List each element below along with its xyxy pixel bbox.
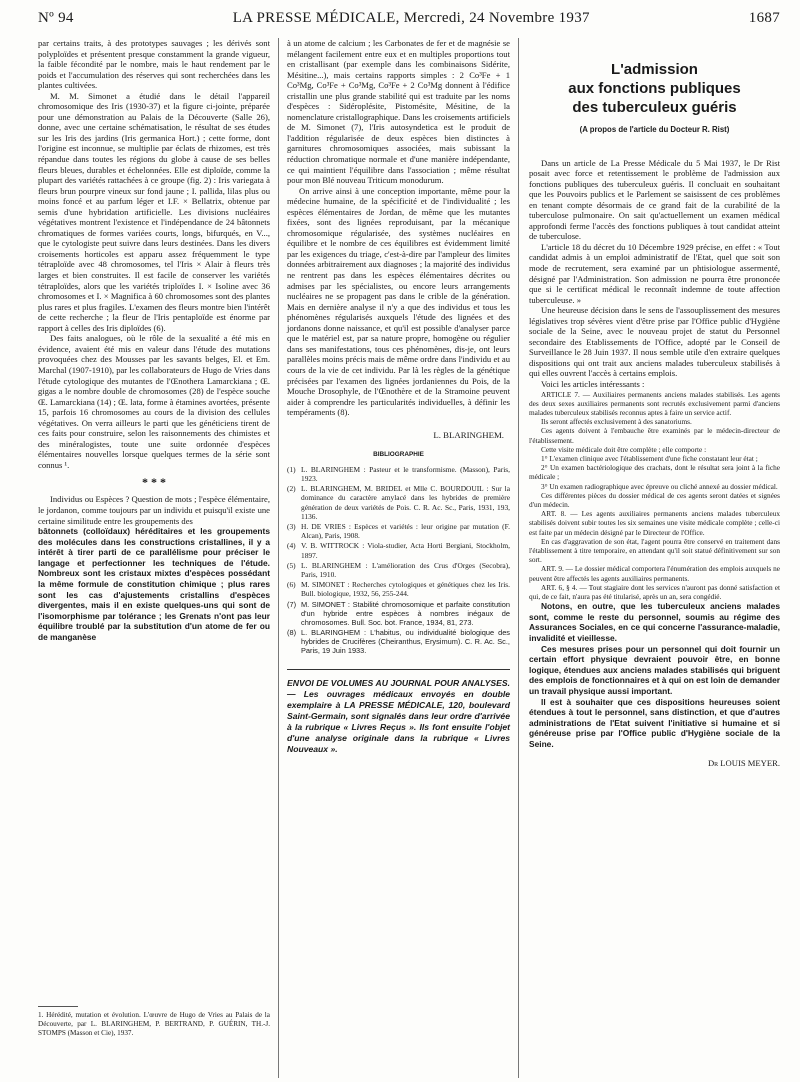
editorial-notice: ENVOI DE VOLUMES AU JOURNAL POUR ANALYSES. — Les ouvrages médicaux envoyés en double exemplaire à LA PRESSE MÉDICALE, 120, boulevard Saint-Germain, sont signalés dans leur ordre d'arrivée à la rubrique « Livres Reçus ». Ils font ensuite l'objet d'une analyse originale dans la rubrique « Livres Nouveaux ». — [287, 669, 510, 755]
paragraph: à un atome de calcium ; les Carbonates de fer et de magnésie se mélangent facilement entre eux et en multiples proportions tout en cristallisant (par exemple dans les combinaisons Sidérite, Mésitine...), mais certains rapports simples : 2 Co³Fe + 1 Co³Mg, Co³Fe + Co³Mg, Co³Fe + 2 Co³Mg donnent à l'édifice cristallin une plus grande stabilité qui est traduite par les noms d'espèces : Sidéroplésite, Pistomésite, Mésitine, de la nomenclature cristallographique. Dans les croisements artificiels de M. Simonet (7), l'Iris autosyndetica est le produit de l'addition régularisée de deux espèces bien distinctes à garnitures chromosomiques associées, mais subissant la réduction chromatique normale et d'une manière indépendante, ce qui maintient l'équilibre dans l'association ; même résultat pour mon Blé nouveau Triticum monodurum. — [287, 38, 510, 186]
bold-paragraph: bâtonnets (colloïdaux) héréditaires et les groupements des molécules dans les constructions cristallines, il y a intérêt à tirer parti de ce parallélisme pour préciser le langage et perfectionner les techniques de l'étude. Nombreux sont les cristaux mixtes d'espèces possédant la même formule de constitution chimique ; plus rares sont les cas d'ajustements cristallins d'espèces divergentes, mais il en existe quelques-uns qui sont de l'isomorphisme par tolérance ; les Grenats n'ont pas leur équilibre troublé par la substitution d'un atome de fer ou de manganèse — [38, 526, 270, 642]
article-subtitle: (A propos de l'article du Docteur R. Rist) — [579, 125, 730, 134]
newspaper-title: LA PRESSE MÉDICALE, Mercredi, 24 Novembre 1937 — [232, 10, 590, 26]
footnote — [38, 1006, 270, 1039]
paragraph: Des faits analogues, où le rôle de la sexualité a été mis en évidence, avaient été mis en valeur dans l'étude des mutations provoquées chez des Mousses par les savants belges, El. et Em. Marchal (1907-1910), par les collaborateurs de Hugo de Vries dans l'étude cytologique des mutantes de l'Œnothera Lamarckiana ; Œ. gigas a le nombre double de chromosomes (28) de l'espèce souche Œ. Lamarckiana (14) ; Œ. lata, forme à étamines avortées, présente 15, parfois 16 chromosomes au cours de la division des cellules végétatives. On verra ailleurs le parti que les généticiens tirent de ces faits pour construire, selon les raisonnements des chimistes et des minéralogistes, toute une suite ordonnée d'espèces élémentaires nouvelles lorsque quelques termes de la série sont connus ¹. — [38, 333, 270, 470]
author-signature: L. BLARINGHEM. — [433, 429, 504, 440]
closing-paragraph: Notons, en outre, que les tuberculeux anciens malades sont, comme le reste du personnel, soumis au régime des Assurances Sociales, en ce qui concerne l'assurance-maladie, invalidité et vieillesse. — [529, 601, 780, 644]
bibliography-entry: (1) L. BLARINGHEM : Pasteur et le transformisme. (Masson), Paris, 1923. — [287, 464, 510, 483]
bibliography — [287, 465, 510, 655]
author-signature: Dr LOUIS MEYER. — [707, 757, 780, 768]
regulation-paragraph: 2° Un examen bactériologique des crachats, dont le résultat sera joint à la fiche médicale ; — [529, 463, 780, 482]
closing-paragraph: Ces mesures prises pour un personnel qui doit fournir un certain effort physique devraient pouvoir être, en bonne logique, étendues aux anciens malades stabilisés qui briguent des emplois de fonctionnaires et à qui on est loin de demander un travail physique aussi important. — [529, 643, 780, 696]
column-3 — [518, 38, 780, 1078]
regulation-paragraph: Ces différentes pièces du dossier médical de ces agents seront datées et signées d'un médecin. — [529, 490, 780, 510]
paragraph: Une heureuse décision dans le sens de l'assouplissement des mesures législatives trop sévères vient d'être prise par l'Office public d'Hygiène sociale de la Seine, avec le nouveau projet de statut du Personnel secondaire des Etablissements de l'Office, adopté par le Conseil de Surveillance le 28 Juin 1937. Il nous semble utile d'en extraire quelques dispositions qui ont trait aux anciens malades tuberculeux stabilisés à qui elles ouvrent l'accès à certains emplois. — [529, 305, 780, 379]
column-2 — [278, 38, 518, 1078]
article-columns — [38, 38, 780, 1078]
paragraph: Individus ou Espèces ? Question de mots ; l'espèce élémentaire, le jordanon, comme toujours par un individu et puisqu'il existe une certaine similitude entre les groupements des — [38, 494, 270, 526]
column-1 — [38, 38, 278, 1078]
bibliography-entry: (4) V. B. WITTROCK : Viola-studier, Acta Horti Bergiani, Stockholm, 1897. — [287, 541, 510, 560]
regulation-paragraph: 1° L'examen clinique avec l'établissement d'une fiche constatant leur état ; — [541, 454, 758, 463]
bibliography-entry: (6) M. SIMONET : Recherches cytologiques et génétiques chez les Iris. Bull. biologique, 1932, 56, 255-244. — [287, 580, 510, 599]
footnote-rule — [38, 1006, 78, 1007]
regulation-paragraph: ART. 8. — Les agents auxiliaires permanents anciens malades tuberculeux stabilisés doivent subir toutes les six semaines une visite médicale complète ; celle-ci est faite par un médecin désigné par le Directeur de l'Office. — [529, 509, 780, 537]
footnote-text: 1. Hérédité, mutation et évolution. L'œuvre de Hugo de Vries au Palais de la Découverte, par L. BLARINGHEM, P. BERTRAND, P. GUÉRIN, TH.-J. STOMPS (Masson et Cie), 1937. — [38, 1011, 270, 1038]
paragraph: Voici les articles intéressants : — [541, 379, 645, 390]
section-separator: * * * — [142, 475, 166, 490]
paragraph: L'article 18 du décret du 10 Décembre 1929 précise, en effet : « Tout candidat admis à un emploi administratif de l'Etat, quel que soit son mode de recrutement, sera examiné par un phtisiologue assermenté, désigné par l'Administration. Son admission ne pourra être prononcée que si le certificat médical le reconnaît indemne de toute affection tuberculeuse. » — [529, 241, 780, 305]
page-number: 1687 — [748, 10, 780, 26]
regulation-paragraph: 3° Un examen radiographique avec épreuve ou cliché annexé au dossier médical. — [541, 481, 778, 491]
article-title: L'admission aux fonctions publiques des tuberculeux guéris — [568, 61, 741, 116]
regulation-paragraph: En cas d'aggravation de son état, l'agent pourra être conservé en traitement dans l'établissement à titre temporaire, en attendant qu'il soit statué définitivement sur son sort. — [529, 536, 780, 565]
regulation-paragraph: Cette visite médicale doit être complète ; elle comporte : — [541, 444, 707, 454]
paragraph: On arrive ainsi à une conception importante, même pour la médecine humaine, de la spécificité et de l'individualité ; les espèces élémentaires de Jordan, de même que les mutantes fixées, sont des lignées reproduisant, par la mécanique chromosomique régularisée, des systèmes nucléaires en équilibre et le nombre de ces équilibres est évidemment limité par les exigences du triage, c'est-à-dire par l'ampleur des limites données arbitrairement aux diagnoses ; la majorité des individus ne rentrent pas dans les espèces élémentaires décrites ou admises par les spécialistes, ou encore leurs arrangements nucléaires ne se propagent pas dans le crible de la génération. Mais en dernière analyse il n'y a que des individus et tous les phénomènes régularisés auxquels l'étude des lignées et des jordanons donne naissance, et qu'il est possible d'analyser parce que le matériel est, par sa nature propre, homogène ou régulier dans ses manifestations, tous ces phénomènes, dis-je, ont leurs parallèles moins précis mais de même ordre dans l'individu et au cours de la vie de cet individu. Par là les règles de la génétique précisées par l'examen des lignées jordaniennes du Pois, de la Mouche Drosophyle, de l'Œnothère et de la Stramoine peuvent aider à comprendre les particularités individuelles, à définir les tempéraments (8). — [287, 185, 510, 418]
paragraph: M. M. Simonet a étudié dans le détail l'appareil chromosomique des Iris (1930-37) et la figure ci-jointe, préparée pour une démonstration au Palais de la Découverte (Salle 26), donne, avec une certaine schématisation, le résultat de ses études sur les Iris des jardins (Iris germanica Hort.) ; cette forme, dont l'origine est inconnue, se multiplie par éclats de rhizomes, est très répandue dans toutes les régions du globe à cause de ses belles fleurs bleues, durables et échelonnées. Elle est diploïde, comme la plupart des variétés rattachées à ce groupe (fig. 2) : Iris variegata à fleurs brun pourpre vineux sur fond jaune ; I. pallida, lilas plus ou moins foncé et au parfum léger et I.F. × Bellatrix, obtenue par semis d'une hybridation artificielle. Les divisions nucléaires végétatives montrent l'existence et l'indépendance de 24 bâtonnets chromatiques de formes variées courts, longs, bifurqués, en V..., que le cytologiste peut suivre dans leurs destinées. Dans les divers croisements horticoles est apparu assez fréquemment le type tétraploïde avec 48 chromosomes, tel l'Iris × Alair à fleurs très larges et bien construites. Il est facile de conserver les variétés tétraploïdes, alors que les variétés triploïdes I. × Isoline avec 36 chromosomes et I. × Magnifica à 60 chromosomes sont des plantes plus rares et plus fragiles. L'examen des fleurs montre bien l'intérêt de cette recherche ; la fleur de l'Iris pentaploïde est énorme par rapport à celles des Iris diploïdes (6). — [38, 90, 270, 333]
regulation-paragraph: ARTICLE 7. — Auxiliaires permanents anciens malades stabilisés. Les agents des deux sexes auxiliaires permanents sont recrutés exclusivement parmi d'anciens malades tuberculeux stabilisés reconnus aptes à faire un service actif. — [529, 389, 780, 417]
regulation-articles — [529, 390, 780, 602]
regulation-paragraph: Ces agents doivent à l'embauche être examinés par le médecin-directeur de l'établissement. — [529, 426, 780, 445]
regulation-paragraph: Ils seront affectés exclusivement à des sanatoriums. — [541, 417, 692, 427]
regulation-paragraph: ART. 9. — Le dossier médical comportera l'énumération des emplois auxquels ne peuvent être affectés les agents auxiliaires permanents. — [529, 564, 780, 583]
bibliography-entry: (2) L. BLARINGHEM, M. BRIDEL et Mlle C. BOURDOUIL : Sur la dominance du caractère amylacé dans les hybrides de première génération de deux variétés de Pois. C. R. Ac. Sc., Paris, 1931, 193, 1136. — [287, 484, 510, 521]
paragraph: par certains traits, à des prototypes sauvages ; les dérivés sont polyploïdes et présentent presque constamment la grande vigueur, la faible fécondité par le nombre, mais le haut rendement par le poids et l'accumulation des réserves qui sont recherchées dans les plantes cultivées. — [38, 38, 270, 91]
closing-paragraph: Il est à souhaiter que ces dispositions heureuses soient étendues à tout le personnel, sans distinction, et que d'autres administrations de l'Etat suivent l'initiative si humaine et si généreuse prise par l'Office public d'Hygiène sociale de la Seine. — [529, 696, 780, 749]
masthead — [38, 10, 780, 34]
bibliography-entry: (7) M. SIMONET : Stabilité chromosomique et parfaite constitution d'un hybride entre espèces à nombres inégaux de chromosomes. Bull. Soc. bot. France, 1934, 81, 273. — [287, 599, 510, 627]
bibliography-entry: (3) H. DE VRIES : Espèces et variétés : leur origine par mutation (F. Alcan), Paris, 1908. — [287, 522, 510, 541]
bibliography-entry: (8) L. BLARINGHEM : L'habitus, ou individualité biologique des hybrides de Crucifères (Cheiranthus, Erysimum). C. R. Ac. Sc., Paris, 19 Juin 1933. — [287, 627, 510, 655]
issue-number: Nº 94 — [38, 10, 74, 26]
bibliography-entry: (5) L. BLARINGHEM : L'amélioration des Crus d'Orges (Secobra), Paris, 1910. — [287, 560, 510, 580]
paragraph: Dans un article de La Presse Médicale du 5 Mai 1937, le Dr Rist posait avec force et retentissement le problème de l'admission aux fonctions publiques des tuberculeux guéris. Il concluait en souhaitant que les Pouvoirs publics et le Parlement se saisissent de ces problèmes en tenant compte désormais de ce grand fait de la curabilité de la tuberculose pulmonaire. On sait qu'actuellement un examen médical approfondi ferme l'accès des fonctions publiques à tout candidat atteint de tuberculose. — [529, 157, 780, 242]
regulation-paragraph: ART. 6, § 4. — Tout stagiaire dont les services n'auront pas donné satisfaction et qui, de ce fait, n'aura pas été titularisé, après un an, sera congédié. — [529, 582, 780, 602]
bibliography-title: BIBLIOGRAPHIE — [373, 451, 424, 459]
